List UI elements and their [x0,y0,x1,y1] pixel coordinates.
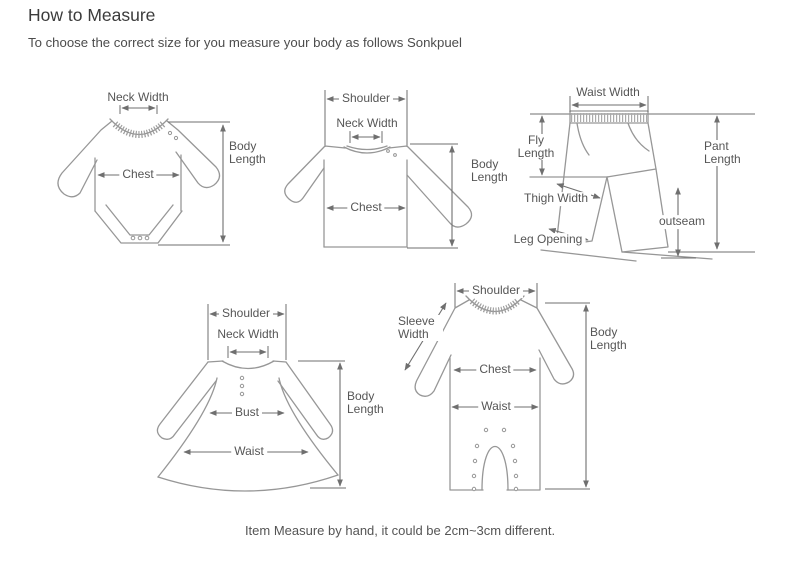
shorts-pant-length-label: Pant Length [703,140,751,166]
shorts-waist-width-label: Waist Width [573,86,643,100]
shirt-body-length-label: Body Length [470,158,518,184]
dress-body-length-label: Body Length [346,390,394,416]
shorts-thigh-width-label: Thigh Width [521,192,591,206]
dress-bust-label: Bust [232,406,262,420]
romper-waist-label: Waist [478,400,514,414]
shorts-outseam-label: outseam [656,215,708,229]
shorts-fly-length-label: Fly Length [512,134,560,160]
dress-waist-label: Waist [231,445,267,459]
shirt-chest-label: Chest [347,201,384,215]
bodysuit-chest-label: Chest [119,168,156,182]
romper-sleeve-width-label: Sleeve Width [397,315,443,341]
page-title: How to Measure [28,5,156,25]
dress-shoulder-label: Shoulder [219,307,273,321]
bodysuit-body-length-label: Body Length [228,140,276,166]
page-subtitle: To choose the correct size for you measure your body as follows Sonkpuel [28,35,462,50]
romper-body-length-label: Body Length [589,326,637,352]
romper-chest-label: Chest [476,363,513,377]
measure-disclaimer: Item Measure by hand, it could be 2cm~3cm different. [244,523,556,538]
shirt-neck-width-label: Neck Width [333,117,400,131]
shirt-shoulder-label: Shoulder [339,92,393,106]
dress-neck-width-label: Neck Width [214,328,281,342]
shirt-garment [285,90,472,247]
shorts-leg-opening-label: Leg Opening [511,233,586,247]
bodysuit-neck-width-label: Neck Width [104,91,171,105]
romper-shoulder-label: Shoulder [469,284,523,298]
